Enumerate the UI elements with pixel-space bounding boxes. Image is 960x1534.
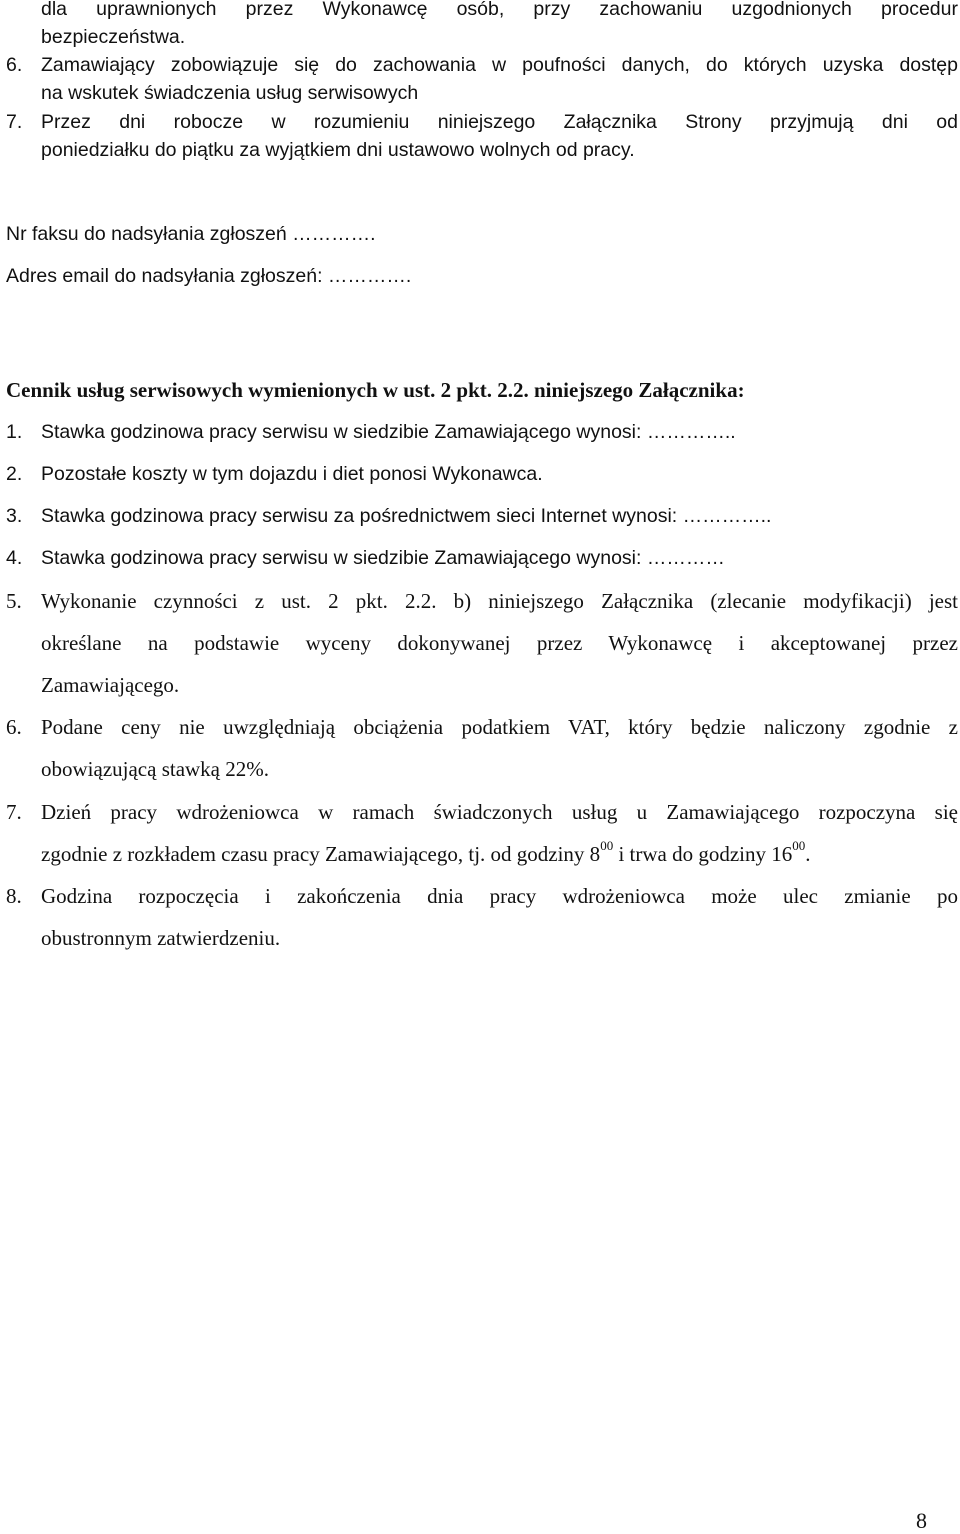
list-item-number: 8. bbox=[6, 884, 22, 908]
page-number: 8 bbox=[916, 1508, 927, 1533]
working-hours-text: zgodnie z rozkładem czasu pracy Zamawiającego, tj. od godziny 8 bbox=[41, 842, 601, 866]
list-item-text: Zamawiający zobowiązuje się do zachowania w poufności danych, do których uzyska dostęp bbox=[41, 54, 958, 76]
end-hour-minutes: 00 bbox=[792, 838, 806, 853]
list-item-number: 5. bbox=[6, 589, 22, 613]
list-item-number: 4. bbox=[6, 547, 23, 569]
paragraph-continuation-line: dla uprawnionych przez Wykonawcę osób, przy zachowaniu uzgodnionych procedur bbox=[41, 0, 958, 20]
fax-number-line: Nr faksu do nadsyłania zgłoszeń …………. bbox=[6, 223, 376, 245]
list-item-text: Pozostałe koszty w tym dojazdu i diet ponosi Wykonawca. bbox=[41, 463, 543, 485]
list-item-text: Wykonanie czynności z ust. 2 pkt. 2.2. b) niniejszego Załącznika (zlecanie modyfikacji) jest bbox=[41, 589, 958, 613]
list-item-text: obowiązującą stawką 22%. bbox=[41, 757, 269, 781]
list-item-text bbox=[41, 838, 958, 867]
list-item-text: Dzień pracy wdrożeniowca w ramach świadczonych usług u Zamawiającego rozpoczyna się bbox=[41, 800, 958, 824]
working-hours-text: i trwa do godziny 16 bbox=[613, 842, 793, 866]
list-item-text: na wskutek świadczenia usług serwisowych bbox=[41, 82, 419, 104]
paragraph-continuation-line: bezpieczeństwa. bbox=[41, 26, 186, 48]
list-item-text: Stawka godzinowa pracy serwisu za pośrednictwem sieci Internet wynosi: ………….. bbox=[41, 505, 772, 527]
list-item-text: obustronnym zatwierdzeniu. bbox=[41, 926, 281, 950]
list-item-number: 2. bbox=[6, 463, 23, 485]
list-item-number: 3. bbox=[6, 505, 23, 527]
start-hour-minutes: 00 bbox=[600, 838, 614, 853]
list-item-number: 7. bbox=[6, 800, 22, 824]
list-item-text: Przez dni robocze w rozumieniu niniejszego Załącznika Strony przyjmują dni od bbox=[41, 111, 958, 133]
list-item-text: określane na podstawie wyceny dokonywanej przez Wykonawcę i akceptowanej przez bbox=[41, 631, 958, 655]
list-item-text: Stawka godzinowa pracy serwisu w siedzibie Zamawiającego wynosi: ………….. bbox=[41, 421, 736, 443]
list-item-number: 1. bbox=[6, 421, 23, 443]
list-item-text: poniedziałku do piątku za wyjątkiem dni ustawowo wolnych od pracy. bbox=[41, 139, 635, 161]
list-item-number: 6. bbox=[6, 715, 22, 739]
list-item-text: Zamawiającego. bbox=[41, 673, 180, 697]
list-item-text: Podane ceny nie uwzględniają obciążenia podatkiem VAT, który będzie naliczony zgodnie z bbox=[41, 715, 958, 739]
sentence-end: . bbox=[805, 842, 811, 866]
email-address-line: Adres email do nadsyłania zgłoszeń: …………. bbox=[6, 265, 412, 287]
list-item-text: Stawka godzinowa pracy serwisu w siedzibie Zamawiającego wynosi: ………… bbox=[41, 547, 725, 569]
list-item-number: 7. bbox=[6, 111, 23, 133]
pricing-heading: Cennik usług serwisowych wymienionych w ust. 2 pkt. 2.2. niniejszego Załącznika: bbox=[6, 378, 745, 402]
list-item-text: Godzina rozpoczęcia i zakończenia dnia pracy wdrożeniowca może ulec zmianie po bbox=[41, 884, 958, 908]
list-item-number: 6. bbox=[6, 54, 23, 76]
